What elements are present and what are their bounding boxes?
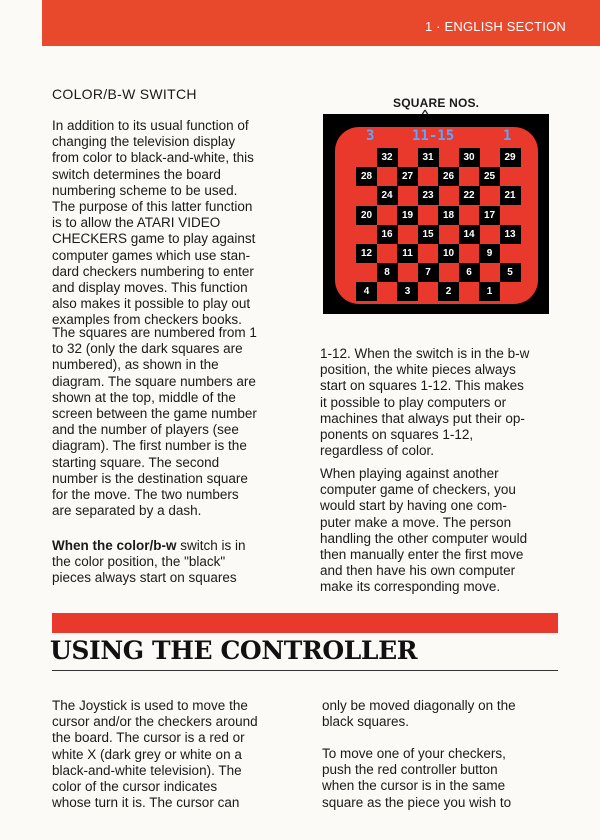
controller-paragraph-right-2: To move one of your checkers, push the red controller button when the cursor is in the same square as the piece you wish to (322, 746, 512, 810)
header-bar (42, 0, 600, 46)
board-square-7: 7 (418, 263, 439, 282)
board-square-light (438, 225, 459, 244)
board-square-13: 13 (500, 225, 521, 244)
board-square-light (438, 148, 459, 167)
board-square-18: 18 (438, 206, 459, 225)
board-square-light (500, 282, 521, 301)
board-square-10: 10 (438, 244, 459, 263)
board-square-light (438, 186, 459, 205)
board-square-light (418, 244, 439, 263)
board-square-32: 32 (377, 148, 398, 167)
board-square-light (397, 186, 418, 205)
board-square-light (397, 225, 418, 244)
board-square-light (459, 206, 480, 225)
controller-paragraph-right-1: only be moved diagonally on the black squares. (322, 698, 516, 730)
players-readout: 1 (503, 128, 512, 144)
board-square-light (479, 225, 500, 244)
board-square-light (500, 206, 521, 225)
board-square-light (377, 206, 398, 225)
board-square-light (397, 263, 418, 282)
board-square-21: 21 (500, 186, 521, 205)
board-square-14: 14 (459, 225, 480, 244)
board-square-light (377, 244, 398, 263)
game-number-readout: 3 (366, 128, 375, 144)
board-square-light (500, 244, 521, 263)
board-square-light (479, 148, 500, 167)
board-square-22: 22 (459, 186, 480, 205)
board-square-8: 8 (377, 263, 398, 282)
switch-paragraph-3 (52, 538, 302, 587)
board-square-light (356, 186, 377, 205)
switch-paragraph-1: In addition to its usual function of changing the television display from color to black-and-white, this switch determines the board numbering scheme to be used. The purpose of this latter function is to allow the ATARI VIDEO CHECKERS game to play against computer games which use stan- dard checkers numbering to enter and display moves. This function also makes it possible to play out examples from checkers books. (52, 118, 256, 328)
board-square-light (479, 186, 500, 205)
board-square-16: 16 (377, 225, 398, 244)
board-square-30: 30 (459, 148, 480, 167)
board-square-light (459, 282, 480, 301)
board-square-23: 23 (418, 186, 439, 205)
board-square-light (356, 148, 377, 167)
board-square-27: 27 (397, 167, 418, 186)
board-square-11: 11 (397, 244, 418, 263)
board-square-26: 26 (438, 167, 459, 186)
board-square-5: 5 (500, 263, 521, 282)
switch-right-paragraph-2: When playing against another computer game of checkers, you would start by having one com- puter make a move. The person handling the other computer would then manually enter the first move and then have his own computer make its corresponding move. (320, 466, 528, 595)
section-divider-band (52, 613, 558, 633)
board-square-24: 24 (377, 186, 398, 205)
board-square-light (377, 282, 398, 301)
board-square-light (418, 206, 439, 225)
board-square-25: 25 (479, 167, 500, 186)
board-square-light (459, 244, 480, 263)
board-square-29: 29 (500, 148, 521, 167)
board-square-light (356, 263, 377, 282)
board-square-17: 17 (479, 206, 500, 225)
board-square-2: 2 (438, 282, 459, 301)
switch-heading: COLOR/B-W SWITCH (52, 86, 197, 102)
board-square-9: 9 (479, 244, 500, 263)
section-label: 1 · ENGLISH SECTION (424, 19, 566, 34)
board-square-15: 15 (418, 225, 439, 244)
board-square-light (356, 225, 377, 244)
board-square-light (438, 263, 459, 282)
controller-paragraph-left: The Joystick is used to move the cursor and/or the checkers around the board. The cursor is a red or white X (dark grey or white on a black-and-white television). The color of the cursor indicates whose turn it is. The cursor can (52, 698, 258, 811)
board-square-12: 12 (356, 244, 377, 263)
switch-paragraph-3-rest: switch is in the color position, the "black" pieces always start on squares (52, 538, 246, 586)
switch-paragraph-2: The squares are numbered from 1 to 32 (only the dark squares are numbered), as shown in the diagram. The square numbers are shown at the top, middle of the screen between the game number and the number of players (see diagram). The first number is the starting square. The second number is the destination square for the move. The two numbers are separated by a dash. (52, 325, 257, 519)
switch-right-paragraph-1: 1-12. When the switch is in the b-w position, the white pieces always start on squares 1-12. This makes it possible to play computers or machines that always put their op- ponents on squares 1-12, regardless of color. (320, 346, 530, 459)
board-square-light (500, 167, 521, 186)
board-square-light (459, 167, 480, 186)
board-square-light (397, 148, 418, 167)
controller-section-title: USING THE CONTROLLER (50, 636, 418, 665)
board-square-light (479, 263, 500, 282)
board-square-19: 19 (397, 206, 418, 225)
board-square-3: 3 (397, 282, 418, 301)
square-number-readout: 11-15 (412, 128, 455, 144)
title-underline (52, 670, 558, 671)
board-square-20: 20 (356, 206, 377, 225)
board-square-1: 1 (479, 282, 500, 301)
board-square-28: 28 (356, 167, 377, 186)
board-square-light (418, 282, 439, 301)
board-square-light (418, 167, 439, 186)
board-square-light (377, 167, 398, 186)
diagram-title: SQUARE NOS. (393, 96, 480, 110)
board-square-4: 4 (356, 282, 377, 301)
switch-paragraph-3-lead: When the color/b-w (52, 538, 177, 553)
board-square-31: 31 (418, 148, 439, 167)
board-square-6: 6 (459, 263, 480, 282)
